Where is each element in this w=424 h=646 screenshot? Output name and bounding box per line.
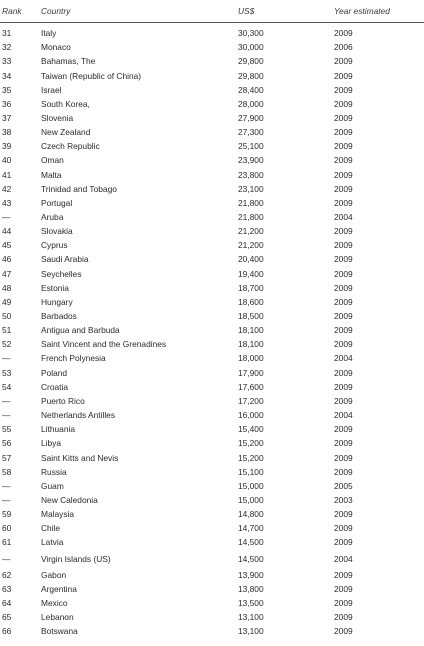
year-cell: 2009 [334,197,353,208]
usd-cell: 28,000 [238,98,264,109]
rank-cell: 46 [2,254,12,265]
rank-cell: 58 [2,466,12,477]
table-row [0,422,424,436]
table-row [0,596,424,610]
rank-cell: 49 [2,296,12,307]
country-cell: Saint Vincent and the Grenadines [41,339,167,350]
year-cell: 2009 [334,84,353,95]
country-cell: New Zealand [41,127,91,137]
usd-cell: 15,400 [238,424,264,435]
year-cell: 2004 [334,212,353,222]
country-cell: Seychelles [41,268,82,279]
usd-cell: 21,800 [238,197,264,208]
usd-cell: 13,100 [238,626,264,637]
rank-cell: — [2,212,11,222]
rank-cell: — [2,494,11,505]
table-row [0,465,424,479]
usd-cell: 15,100 [238,466,264,477]
rank-cell: 63 [2,583,12,594]
usd-cell: 30,300 [238,28,264,38]
year-cell: 2009 [334,523,353,534]
table-row [0,139,424,153]
country-cell: Argentina [41,583,77,594]
usd-cell: 14,500 [238,553,264,564]
country-cell: Antigua and Barbuda [41,325,120,336]
country-cell: Croatia [41,381,68,392]
year-cell: 2009 [334,509,353,520]
table-row [0,552,424,566]
year-cell: 2004 [334,353,353,364]
rank-cell: — [2,395,11,406]
country-cell: Trinidad and Tobago [41,183,117,194]
country-cell: Virgin Islands (US) [41,553,111,564]
country-cell: Lebanon [41,612,74,623]
rank-cell: 43 [2,197,12,208]
usd-cell: 14,800 [238,509,264,520]
year-cell: 2009 [334,254,353,265]
rank-cell: 50 [2,311,12,321]
year-cell: 2009 [334,141,353,152]
rank-cell: 56 [2,438,12,449]
country-cell: Slovenia [41,112,74,123]
table-header [0,2,424,20]
table-row [0,408,424,422]
usd-cell: 29,800 [238,56,264,67]
rank-cell: 42 [2,183,12,194]
usd-cell: 21,200 [238,226,264,237]
year-cell: 2005 [334,480,353,491]
year-cell: 2004 [334,410,353,421]
rank-cell: 34 [2,70,12,81]
country-cell: Gabon [41,569,67,580]
table-row [0,323,424,337]
rank-cell: 65 [2,612,12,623]
year-cell: 2009 [334,367,353,378]
table-row [0,493,424,507]
rank-cell: 44 [2,226,12,237]
table-row [0,224,424,238]
country-cell: New Caledonia [41,494,98,505]
country-cell: Saint Kitts and Nevis [41,452,119,463]
rank-cell: 40 [2,155,12,166]
country-cell: Latvia [41,537,64,548]
year-cell: 2004 [334,553,353,564]
country-cell: Saudi Arabia [41,254,89,265]
usd-cell: 18,100 [238,339,264,350]
year-cell: 2009 [334,268,353,279]
rank-cell: 47 [2,268,12,279]
header-rank: Rank [2,6,22,16]
year-cell: 2006 [334,42,353,53]
country-cell: Estonia [41,282,69,293]
country-cell: Lithuania [41,424,75,435]
country-cell: South Korea, [41,98,90,109]
usd-cell: 15,200 [238,452,264,463]
year-cell: 2009 [334,183,353,194]
year-cell: 2009 [334,282,353,293]
table-row [0,153,424,167]
table-row [0,267,424,281]
country-cell: Portugal [41,197,73,208]
table-row [0,624,424,638]
country-cell: Italy [41,28,57,38]
country-cell: Hungary [41,296,73,307]
year-cell: 2009 [334,169,353,180]
table-row [0,535,424,549]
table-row [0,252,424,266]
year-cell: 2009 [334,381,353,392]
year-cell: 2009 [334,98,353,109]
year-cell: 2009 [334,325,353,336]
table-row [0,210,424,224]
year-cell: 2009 [334,452,353,463]
year-cell: 2009 [334,70,353,81]
country-cell: Puerto Rico [41,395,85,406]
table-row [0,366,424,380]
usd-cell: 21,200 [238,240,264,251]
rank-cell: 57 [2,452,12,463]
year-cell: 2009 [334,395,353,406]
table-row [0,182,424,196]
country-cell: Russia [41,466,67,477]
rank-cell: — [2,353,11,364]
year-cell: 2009 [334,339,353,350]
rank-cell: 45 [2,240,12,251]
rank-cell: 59 [2,509,12,520]
rank-cell: 35 [2,84,12,95]
year-cell: 2009 [334,127,353,137]
table-row [0,337,424,351]
table-row [0,196,424,210]
rank-cell: 41 [2,169,12,180]
table-row [0,521,424,535]
table-row [0,83,424,97]
country-cell: Mexico [41,598,68,608]
usd-cell: 20,400 [238,254,264,265]
rank-cell: — [2,480,11,491]
rank-cell: — [2,410,11,421]
country-cell: Chile [41,523,61,534]
table-row [0,309,424,323]
usd-cell: 18,700 [238,282,264,293]
year-cell: 2009 [334,112,353,123]
rank-cell: 32 [2,42,12,53]
country-cell: Malta [41,169,62,180]
rank-cell: — [2,553,11,564]
country-cell: Botswana [41,626,78,637]
year-cell: 2009 [334,466,353,477]
usd-cell: 15,000 [238,494,264,505]
country-cell: French Polynesia [41,353,106,364]
country-cell: Poland [41,367,68,378]
table-row [0,69,424,83]
rank-cell: 33 [2,56,12,67]
year-cell: 2009 [334,311,353,321]
country-cell: Slovakia [41,226,73,237]
header-rule [0,22,424,23]
table-row [0,125,424,139]
rank-cell: 51 [2,325,12,336]
table-row [0,351,424,365]
country-cell: Czech Republic [41,141,100,152]
usd-cell: 17,200 [238,395,264,406]
year-cell: 2009 [334,583,353,594]
country-cell: Barbados [41,311,77,321]
usd-cell: 18,500 [238,311,264,321]
year-cell: 2009 [334,438,353,449]
rank-cell: 54 [2,381,12,392]
rank-cell: 52 [2,339,12,350]
usd-cell: 13,100 [238,612,264,623]
table-row [0,568,424,582]
usd-cell: 13,500 [238,598,264,608]
usd-cell: 17,600 [238,381,264,392]
country-cell: Oman [41,155,64,166]
rank-cell: 66 [2,626,12,637]
table-row [0,394,424,408]
usd-cell: 17,900 [238,367,264,378]
table-row [0,451,424,465]
table-row [0,436,424,450]
usd-cell: 13,800 [238,583,264,594]
usd-cell: 29,800 [238,70,264,81]
rank-cell: 38 [2,127,12,137]
rank-cell: 39 [2,141,12,152]
rank-cell: 36 [2,98,12,109]
country-cell: Cyprus [41,240,68,251]
country-cell: Malaysia [41,509,75,520]
table-row [0,380,424,394]
usd-cell: 14,700 [238,523,264,534]
usd-cell: 13,900 [238,569,264,580]
year-cell: 2009 [334,424,353,435]
usd-cell: 21,800 [238,212,264,222]
usd-cell: 15,200 [238,438,264,449]
usd-cell: 27,300 [238,127,264,137]
table-row [0,507,424,521]
usd-cell: 16,000 [238,410,264,421]
year-cell: 2009 [334,626,353,637]
usd-cell: 18,100 [238,325,264,336]
table-row [0,238,424,252]
year-cell: 2009 [334,28,353,38]
table-row [0,479,424,493]
usd-cell: 23,800 [238,169,264,180]
table-row [0,610,424,624]
usd-cell: 25,100 [238,141,264,152]
usd-cell: 18,000 [238,353,264,364]
country-cell: Netherlands Antilles [41,410,116,421]
usd-cell: 28,400 [238,84,264,95]
year-cell: 2009 [334,612,353,623]
table-row [0,54,424,68]
table-row [0,26,424,40]
usd-cell: 18,600 [238,296,264,307]
year-cell: 2009 [334,56,353,67]
table-row [0,281,424,295]
table-row [0,97,424,111]
country-cell: Taiwan (Republic of China) [41,70,142,81]
rank-cell: 55 [2,424,12,435]
usd-cell: 23,100 [238,183,264,194]
rank-cell: 31 [2,28,12,38]
header-usd: US$ [238,6,255,16]
table-row [0,582,424,596]
usd-cell: 15,000 [238,480,264,491]
rank-cell: 53 [2,367,12,378]
country-cell: Monaco [41,42,71,53]
year-cell: 2009 [334,598,353,608]
country-cell: Guam [41,480,64,491]
rank-cell: 64 [2,598,12,608]
usd-cell: 14,500 [238,537,264,548]
year-cell: 2009 [334,537,353,548]
header-year-estimated: Year estimated [334,6,390,16]
rank-cell: 60 [2,523,12,534]
usd-cell: 23,900 [238,155,264,166]
table-row [0,168,424,182]
rank-cell: 37 [2,112,12,123]
country-cell: Libya [41,438,62,449]
rank-cell: 61 [2,537,12,548]
year-cell: 2009 [334,296,353,307]
year-cell: 2003 [334,494,353,505]
country-cell: Aruba [41,212,64,222]
table-row [0,295,424,309]
usd-cell: 30,000 [238,42,264,53]
year-cell: 2009 [334,155,353,166]
year-cell: 2009 [334,240,353,251]
header-country: Country [41,6,71,16]
year-cell: 2009 [334,569,353,580]
country-cell: Bahamas, The [41,56,96,67]
table-row [0,40,424,54]
year-cell: 2009 [334,226,353,237]
rank-cell: 62 [2,569,12,580]
usd-cell: 19,400 [238,268,264,279]
table-row [0,111,424,125]
country-cell: Israel [41,84,62,95]
rank-cell: 48 [2,282,12,293]
usd-cell: 27,900 [238,112,264,123]
